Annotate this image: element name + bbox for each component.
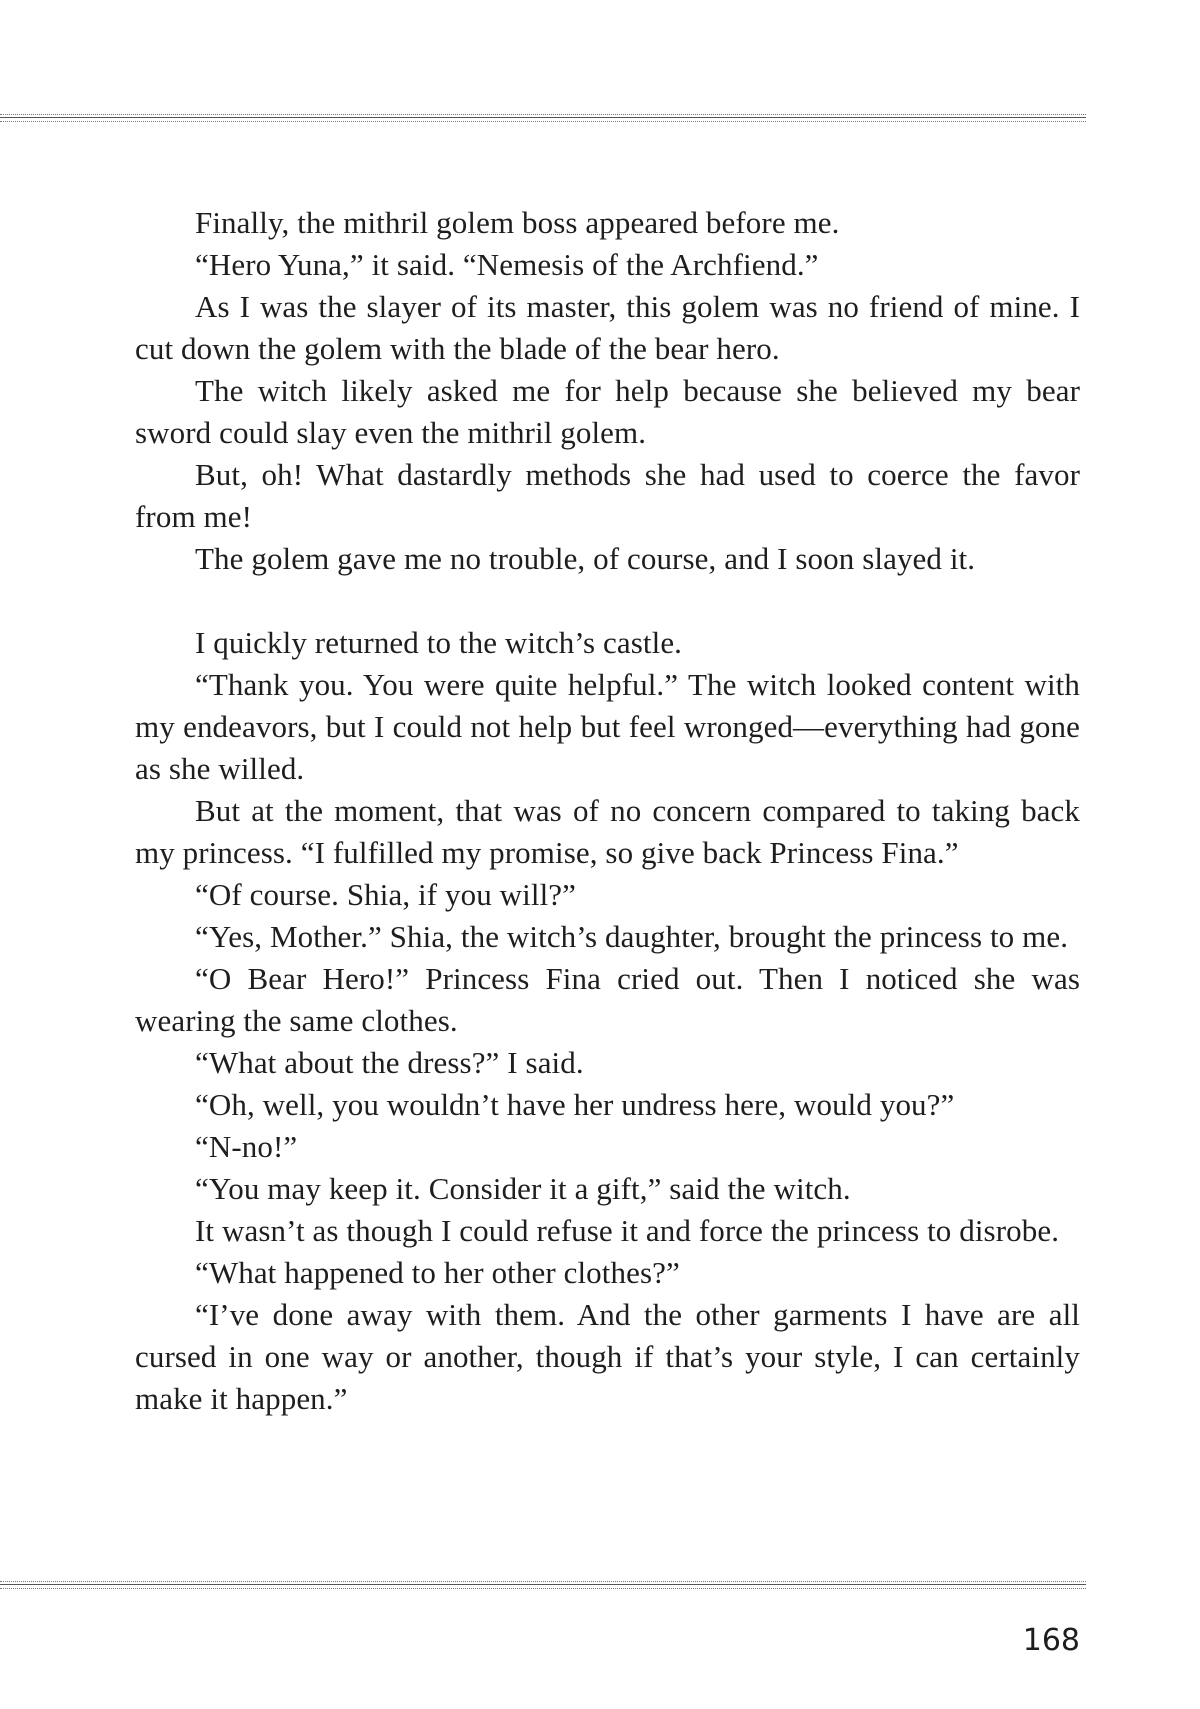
paragraph: It wasn’t as though I could refuse it and force the princess to disrobe. bbox=[195, 1213, 1060, 1248]
paragraph: “I’ve done away with them. And the other garments I have are all cursed in one way or another, though if that’s your style, I can certainly make it happen.” bbox=[135, 1297, 1080, 1416]
scene-break bbox=[135, 580, 1080, 622]
paragraph: I quickly returned to the witch’s castle. bbox=[195, 625, 683, 660]
paragraph: “Thank you. You were quite helpful.” The witch looked content with my endeavors, but I could not help but feel wronged—everything had gone as she willed. bbox=[135, 667, 1080, 786]
paragraph: Finally, the mithril golem boss appeared before me. bbox=[195, 205, 840, 240]
paragraph: “N-no!” bbox=[195, 1129, 298, 1164]
paragraph: But at the moment, that was of no concern compared to taking back my princess. “I fulfilled my promise, so give back Princess Fina.” bbox=[135, 793, 1080, 870]
paragraph: As I was the slayer of its master, this golem was no friend of mine. I cut down the golem with the blade of the bear hero. bbox=[135, 289, 1080, 366]
paragraph: The golem gave me no trouble, of course, and I soon slayed it. bbox=[195, 541, 976, 576]
paragraph: “What happened to her other clothes?” bbox=[195, 1255, 680, 1290]
paragraph: “You may keep it. Consider it a gift,” said the witch. bbox=[195, 1171, 851, 1206]
body-text bbox=[135, 202, 1080, 1420]
paragraph: “Oh, well, you wouldn’t have her undress here, would you?” bbox=[195, 1087, 955, 1122]
bottom-divider bbox=[0, 1581, 1086, 1590]
paragraph: The witch likely asked me for help because she believed my bear sword could slay even the mithril golem. bbox=[135, 373, 1080, 450]
paragraph: But, oh! What dastardly methods she had used to coerce the favor from me! bbox=[135, 457, 1080, 534]
top-divider bbox=[0, 114, 1086, 123]
paragraph: “O Bear Hero!” Princess Fina cried out. Then I noticed she was wearing the same clothes. bbox=[135, 961, 1080, 1038]
paragraph: “Hero Yuna,” it said. “Nemesis of the Archfiend.” bbox=[195, 247, 819, 282]
paragraph: “Yes, Mother.” Shia, the witch’s daughter, brought the princess to me. bbox=[195, 919, 1069, 954]
paragraph: “What about the dress?” I said. bbox=[195, 1045, 584, 1080]
paragraph: “Of course. Shia, if you will?” bbox=[195, 877, 577, 912]
page-number: 168 bbox=[1022, 1623, 1080, 1658]
